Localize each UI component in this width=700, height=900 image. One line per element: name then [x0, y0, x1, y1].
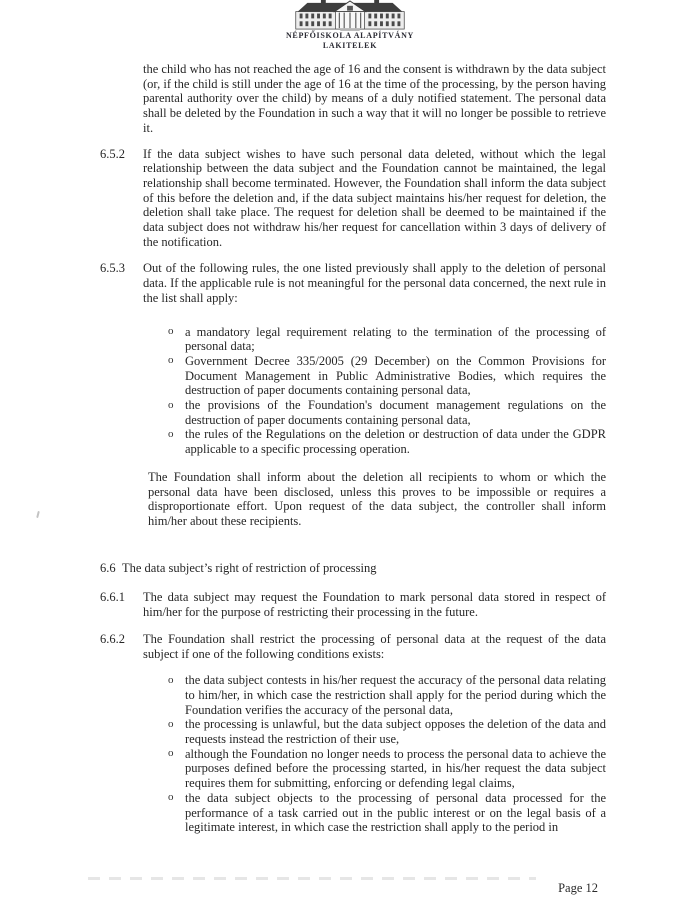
- clause-text: The Foundation shall restrict the processing of personal data at the request of the data subject if one of the following conditions exists:: [143, 631, 606, 661]
- section-number: 6.6: [100, 560, 116, 575]
- list-item: o the processing is unlawful, but the data subject opposes the deletion of the data and requests instead the restriction of their use,: [168, 717, 606, 746]
- clause-6-5-2: [100, 147, 606, 250]
- manor-building-icon: [291, 0, 409, 31]
- list-item: o the rules of the Regulations on the deletion or destruction of data under the GDPR applicable to a specific processing operation.: [168, 427, 606, 456]
- list-item: o Government Decree 335/2005 (29 December) on the Common Provisions for Document Management in Public Administrative Bodies, which requires the destruction of paper documents containing personal data,: [168, 354, 606, 398]
- clause-number: 6.6.2: [100, 631, 125, 646]
- clause-6-5-3: [100, 261, 606, 305]
- list-item: o the data subject contests in his/her request the accuracy of the personal data relating to him/her, in which case the restriction shall apply for the period during which the Foundation verifies the accuracy of the personal data,: [168, 673, 606, 717]
- org-location: LAKITELEK: [322, 41, 378, 50]
- clause-number: 6.5.2: [100, 146, 125, 161]
- list-item: o although the Foundation no longer needs to process the personal data to achieve the purposes defined before the processing started, in his/her request the data subject requires them for submitting, enforcing or defending legal claims,: [168, 747, 606, 791]
- clause-6-6-1: [100, 590, 606, 619]
- org-logo: [0, 0, 700, 51]
- recipients-paragraph: The Foundation shall inform about the deletion all recipients to whom or which the personal data have been disclosed, unless this proves to be impossible or requires a disproportionate effort. Upon request of the data subject, the controller shall inform him/her about these recipients.: [148, 469, 606, 528]
- clause-text: If the data subject wishes to have such personal data deleted, without which the legal relationship between the data subject and the Foundation cannot be maintained, the legal relationship shall become terminated. However, the Foundation shall inform the data subject of this before the deletion and, if the data subject maintains his/her request for deletion, the deletion shall take place. The request for deletion shall be deemed to be maintained if the data subject does not withdraw his/her request for cancellation within 3 days of delivery of the notification.: [143, 146, 606, 249]
- restriction-conditions-list: [168, 673, 606, 835]
- list-item: o the data subject objects to the processing of personal data processed for the performance of a task carried out in the public interest or on the legal basis of a legitimate interest, in which case the restriction shall apply to the period in: [168, 791, 606, 835]
- clause-text: The data subject may request the Foundation to mark personal data stored in respect of him/her for the purpose of restricting their processing in the future.: [143, 590, 606, 620]
- clause-text: Out of the following rules, the one listed previously shall apply to the deletion of personal data. If the applicable rule is not meaningful for the personal data concerned, the next rule in the list shall apply:: [143, 261, 607, 305]
- deletion-rules-list: [168, 325, 606, 457]
- section-title: The data subject’s right of restriction of processing: [122, 560, 377, 575]
- continuation-paragraph: the child who has not reached the age of 16 and the consent is withdrawn by the data subject (or, if the child is still under the age of 16 at the time of the processing, by the person having parental authority over the child) by means of a duly notified statement. The personal data shall be deleted by the Foundation in such a way that it will no longer be possible to retrieve it.: [143, 62, 606, 135]
- org-name: NÉPFŐISKOLA ALAPÍTVÁNY: [285, 31, 415, 40]
- list-item: o a mandatory legal requirement relating to the termination of the processing of personal data;: [168, 325, 606, 354]
- clause-number: 6.5.3: [100, 261, 125, 276]
- scan-speck: [36, 511, 40, 518]
- document-body: [100, 62, 606, 848]
- list-item: o the provisions of the Foundation's document management regulations on the destruction of paper documents containing personal data,: [168, 398, 606, 427]
- section-heading-6-6: [100, 561, 606, 576]
- clause-6-6-2: [100, 632, 606, 661]
- scan-artifact-line: [88, 877, 536, 880]
- clause-number: 6.6.1: [100, 590, 125, 605]
- page-number: Page 12: [558, 881, 598, 895]
